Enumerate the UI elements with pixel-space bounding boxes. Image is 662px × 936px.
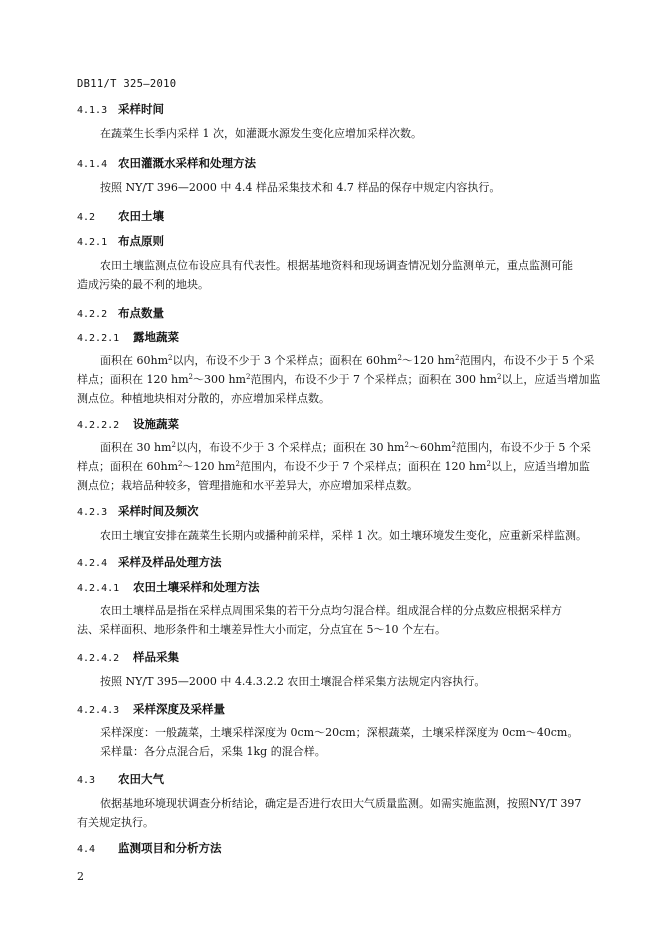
section-title: 布点原则 <box>118 234 164 248</box>
heading-4-2-2-1 <box>77 329 179 345</box>
section-title: 农田土壤采样和处理方法 <box>133 580 260 594</box>
superscript: 2 <box>178 460 183 468</box>
section-number: 4.2.2 <box>77 309 108 320</box>
section-number: 4.2.2.1 <box>77 333 120 344</box>
text-fragment: ～300 hm <box>192 373 246 386</box>
text-fragment: 以内，布设不少于 3 个采样点；面积在 60hm <box>172 354 398 367</box>
paragraph-4-2-4-1 <box>77 601 603 639</box>
section-number: 4.3 <box>77 775 96 786</box>
text-fragment: ～120 hm <box>182 460 236 473</box>
text-fragment: 面积在 60hm <box>100 354 169 367</box>
section-number: 4.2.4.3 <box>77 705 120 716</box>
paragraph-line: 按照 NY/T 395—2000 中 4.4.3.2.2 农田土壤混合样采集方法规定内容执行。 <box>100 675 486 688</box>
section-title: 采样深度及采样量 <box>133 702 225 716</box>
section-title: 采样及样品处理方法 <box>118 555 222 569</box>
paragraph-line: 采样量：各分点混合后，采集 1kg 的混合样。 <box>100 745 326 758</box>
paragraph-4-2-4-2 <box>77 672 603 691</box>
text-fragment: 以上，应适当增加监 <box>501 373 601 386</box>
heading-4-2-4-1 <box>77 579 260 595</box>
paragraph-4-3 <box>77 794 603 832</box>
paragraph-line: 依据基地环境现状调查分析结论，确定是否进行农田大气质量监测。如需实施监测，按照NY/T 397 <box>100 797 582 810</box>
text-fragment: 样点；面积在 120 hm <box>77 373 189 386</box>
heading-4-2-3 <box>77 503 199 519</box>
section-number: 4.1.4 <box>77 159 108 170</box>
heading-4-2-4-2 <box>77 649 179 665</box>
heading-4-4 <box>77 840 222 856</box>
superscript: 2 <box>451 441 456 449</box>
heading-4-2-4 <box>77 554 222 570</box>
section-title: 农田土壤 <box>118 209 164 223</box>
paragraph-line: 在蔬菜生长季内采样 1 次，如灌溉水源发生变化应增加采样次数。 <box>100 127 422 140</box>
section-title: 样品采集 <box>133 650 179 664</box>
section-number: 4.2.3 <box>77 507 108 518</box>
heading-4-2-2-2 <box>77 416 179 432</box>
paragraph-4-2-4-3 <box>77 723 603 761</box>
section-number: 4.4 <box>77 844 96 855</box>
section-number: 4.2.1 <box>77 237 108 248</box>
paragraph-line: 农田土壤宜安排在蔬菜生长期内或播种前采样，采样 1 次。如土壤环境发生变化，应重新采样监测。 <box>100 529 587 542</box>
heading-4-2 <box>77 208 164 224</box>
paragraph-line: 法、采样面积、地形条件和土壤差异性大小而定，分点宜在 5～10 个左右。 <box>77 623 446 636</box>
heading-4-2-4-3 <box>77 701 225 717</box>
paragraph-line: 采样深度：一般蔬菜，土壤采样深度为 0cm～20cm；深根蔬菜，土壤采样深度为 0cm～40cm。 <box>100 726 579 739</box>
paragraph-line: 测点位。种植地块相对分散的，亦应增加采样点数。 <box>77 392 330 405</box>
text-fragment: 以内，布设不少于 3 个采样点；面积在 30 hm <box>175 441 405 454</box>
paragraph-line: 农田土壤样品是指在采样点周围采集的若干分点均匀混合样。组成混合样的分点数应根据采样方 <box>100 604 562 617</box>
section-number: 4.2 <box>77 212 96 223</box>
text-fragment: 范围内，布设不少于 5 个采 <box>459 354 595 367</box>
paragraph-line <box>77 438 603 457</box>
paragraph-line: 农田土壤监测点位布设应具有代表性。根据基地资料和现场调查情况划分监测单元，重点监测可能 <box>100 259 573 272</box>
superscript: 2 <box>188 373 193 381</box>
text-fragment: 范围内，布设不少于 7 个采样点；面积在 120 hm <box>239 460 487 473</box>
paragraph-line <box>77 457 603 476</box>
text-fragment: 以上，应适当增加监 <box>490 460 590 473</box>
superscript: 2 <box>454 354 460 362</box>
paragraph-line: 按照 NY/T 396—2000 中 4.4 样品采集技术和 4.7 样品的保存中规定内容执行。 <box>100 181 501 194</box>
paragraph-4-1-4 <box>77 178 603 197</box>
superscript: 2 <box>496 373 502 381</box>
section-title: 采样时间 <box>118 102 164 116</box>
section-number: 4.2.4.2 <box>77 653 120 664</box>
paragraph-4-2-2-2 <box>77 438 603 495</box>
paragraph-line: 有关规定执行。 <box>77 816 154 829</box>
heading-4-2-1 <box>77 233 164 249</box>
superscript: 2 <box>235 460 240 468</box>
page-number: 2 <box>77 870 84 883</box>
heading-4-1-4 <box>77 155 256 171</box>
section-title: 农田大气 <box>118 772 164 786</box>
superscript: 2 <box>397 354 402 362</box>
paragraph-4-2-1 <box>77 256 603 294</box>
section-title: 布点数量 <box>118 306 164 320</box>
section-number: 4.2.2.2 <box>77 420 120 431</box>
paragraph-line: 造成污染的最不利的地块。 <box>77 278 209 291</box>
paragraph-line: 测点位；栽培品种较多，管理措施和水平差异大，亦应增加采样点数。 <box>77 479 418 492</box>
section-title: 监测项目和分析方法 <box>118 841 222 855</box>
section-number: 4.2.4.1 <box>77 583 120 594</box>
superscript: 2 <box>486 460 491 468</box>
section-title: 采样时间及频次 <box>118 504 199 518</box>
superscript: 2 <box>246 373 251 381</box>
section-title: 设施蔬菜 <box>133 417 179 431</box>
text-fragment: ～60hm <box>408 441 452 454</box>
superscript: 2 <box>404 441 409 449</box>
heading-4-1-3 <box>77 101 164 117</box>
section-title: 露地蔬菜 <box>133 330 179 344</box>
paragraph-line <box>77 351 603 370</box>
paragraph-4-2-2-1 <box>77 351 603 408</box>
paragraph-4-1-3 <box>77 124 603 143</box>
heading-4-3 <box>77 771 164 787</box>
section-title: 农田灌溉水采样和处理方法 <box>118 156 256 170</box>
document-id: DB11/T 325—2010 <box>77 78 177 90</box>
text-fragment: 样点；面积在 60hm <box>77 460 179 473</box>
text-fragment: 范围内，布设不少于 7 个采样点；面积在 300 hm <box>250 373 497 386</box>
text-fragment: 面积在 30 hm <box>100 441 172 454</box>
section-number: 4.1.3 <box>77 105 108 116</box>
paragraph-4-2-3 <box>77 526 603 545</box>
section-number: 4.2.4 <box>77 558 108 569</box>
superscript: 2 <box>171 441 176 449</box>
text-fragment: ～120 hm <box>401 354 455 367</box>
superscript: 2 <box>168 354 173 362</box>
heading-4-2-2 <box>77 305 164 321</box>
text-fragment: 范围内，布设不少于 5 个采 <box>455 441 591 454</box>
paragraph-line <box>77 370 603 389</box>
